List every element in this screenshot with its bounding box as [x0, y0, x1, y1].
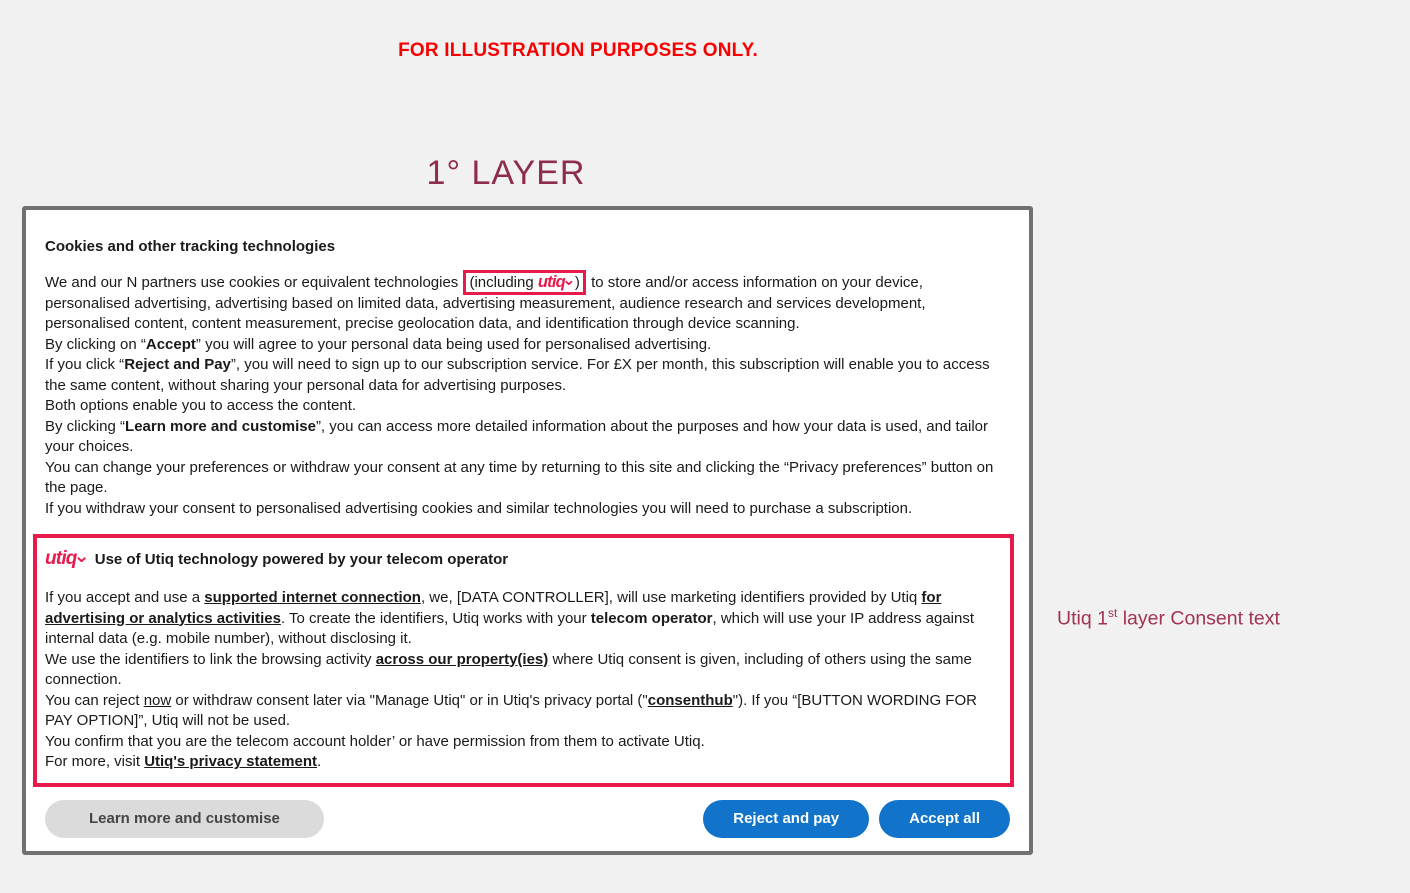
layer-title: 1° LAYER: [426, 154, 586, 192]
inline-link[interactable]: across our property(ies): [375, 650, 549, 668]
inline-link[interactable]: now: [143, 691, 172, 709]
text-segment: telecom operator: [590, 609, 713, 627]
inline-link[interactable]: for advertising or analytics activities: [45, 589, 942, 627]
text-segment: By clicking on “: [45, 335, 146, 353]
text-segment: We use the identifiers to link the browsing activity: [45, 650, 376, 668]
utiq-box-heading: Use of Utiq technology powered by your telecom operator: [94, 551, 509, 568]
text-segment: where Utiq consent is given, including of others using the same connection.: [45, 650, 972, 688]
text-segment: ”, you can access more detailed information about the purposes and how your data is used, and tailor your choices.: [45, 417, 989, 455]
text-segment: ): [574, 274, 580, 291]
utiq-logo: utiq ⌄: [45, 548, 89, 569]
inline-link[interactable]: consenthub: [647, 691, 733, 709]
utiq-mention-highlight: [463, 270, 585, 295]
text-segment: You can change your preferences or withdraw your consent at any time by returning to this site and clicking the “Privacy preferences” button on the page.: [45, 458, 994, 496]
accept-all-button[interactable]: Accept all: [879, 800, 1010, 838]
paragraph: [45, 650, 1000, 691]
paragraph: [45, 499, 1010, 520]
text-segment: Reject and Pay: [124, 356, 231, 373]
text-segment: "). If you “[BUTTON WORDING FOR PAY OPTION]”, Utiq will not be used.: [45, 691, 977, 729]
utiq-logo: utiq ⌄: [538, 273, 575, 291]
consent-dialog: [22, 206, 1033, 855]
paragraph: [45, 458, 1010, 499]
text-segment: We and our N partners use cookies or equivalent technologies: [45, 274, 463, 291]
dialog-footer: [45, 800, 1010, 838]
text-segment: .: [316, 753, 322, 770]
text-segment: ”, you will need to sign up to our subscription service. For £X per month, this subscription will enable you to access the same content, without sharing your personal data for advertising purposes.: [45, 356, 990, 394]
paragraph: [45, 732, 1000, 753]
side-annotation: [1057, 606, 1280, 631]
text-segment: ” you will agree to your personal data being used for personalised advertising.: [195, 335, 712, 353]
text-segment: to store and/or access information on your device, personalised advertising, advertising based on limited data, advertising measurement, audience research and services development, personalised content, content measurement, precise geolocation data, and identification through device scanning.: [45, 274, 926, 332]
side-annotation-prefix: Utiq 1: [1057, 607, 1108, 630]
paragraph: [45, 396, 1010, 417]
text-segment: , we, [DATA CONTROLLER], will use marketing identifiers provided by Utiq: [420, 589, 922, 606]
footer-right-group: [703, 800, 1010, 838]
text-segment: You confirm that you are the telecom account holder’ or have permission from them to activate Utiq.: [45, 732, 705, 750]
inline-link[interactable]: supported internet connection: [204, 589, 421, 606]
utiq-box-text: [45, 588, 1000, 773]
paragraph: [45, 752, 1000, 773]
paragraph: [45, 272, 1010, 335]
paragraph: [45, 588, 1000, 650]
dialog-heading: Cookies and other tracking technologies: [45, 238, 336, 255]
illustration-note: FOR ILLUSTRATION PURPOSES ONLY.: [398, 40, 758, 61]
reject-and-pay-button[interactable]: Reject and pay: [703, 800, 869, 838]
text-segment: Both options enable you to access the content.: [45, 397, 357, 414]
text-segment: or withdraw consent later via "Manage Utiq" or in Utiq's privacy portal (": [171, 691, 648, 709]
paragraph: [45, 417, 1010, 458]
text-segment: If you withdraw your consent to personalised advertising cookies and similar technologies you will need to purchase a subscription.: [45, 499, 913, 517]
text-segment: Learn more and customise: [125, 417, 316, 435]
text-segment: (including: [469, 274, 538, 291]
paragraph: [45, 335, 1010, 356]
utiq-box-header: [45, 547, 1000, 570]
consent-text: [45, 272, 1010, 519]
learn-more-button[interactable]: Learn more and customise: [45, 800, 324, 838]
text-segment: , which will use your IP address against internal data (e.g. mobile number), without disclosing it.: [45, 609, 975, 647]
paragraph: [45, 355, 1010, 396]
side-annotation-superscript: st: [1107, 606, 1118, 620]
inline-link[interactable]: Utiq's privacy statement: [144, 753, 317, 770]
utiq-consent-box: [33, 534, 1014, 787]
text-segment: Accept: [145, 335, 196, 353]
text-segment: For more, visit: [45, 753, 145, 770]
paragraph: [45, 691, 1000, 732]
side-annotation-suffix: layer Consent text: [1117, 607, 1280, 630]
text-segment: If you accept and use a: [45, 589, 205, 606]
text-segment: You can reject: [45, 691, 144, 709]
text-segment: By clicking “: [45, 417, 126, 435]
text-segment: If you click “: [45, 356, 125, 373]
text-segment: . To create the identifiers, Utiq works with your: [280, 609, 591, 627]
